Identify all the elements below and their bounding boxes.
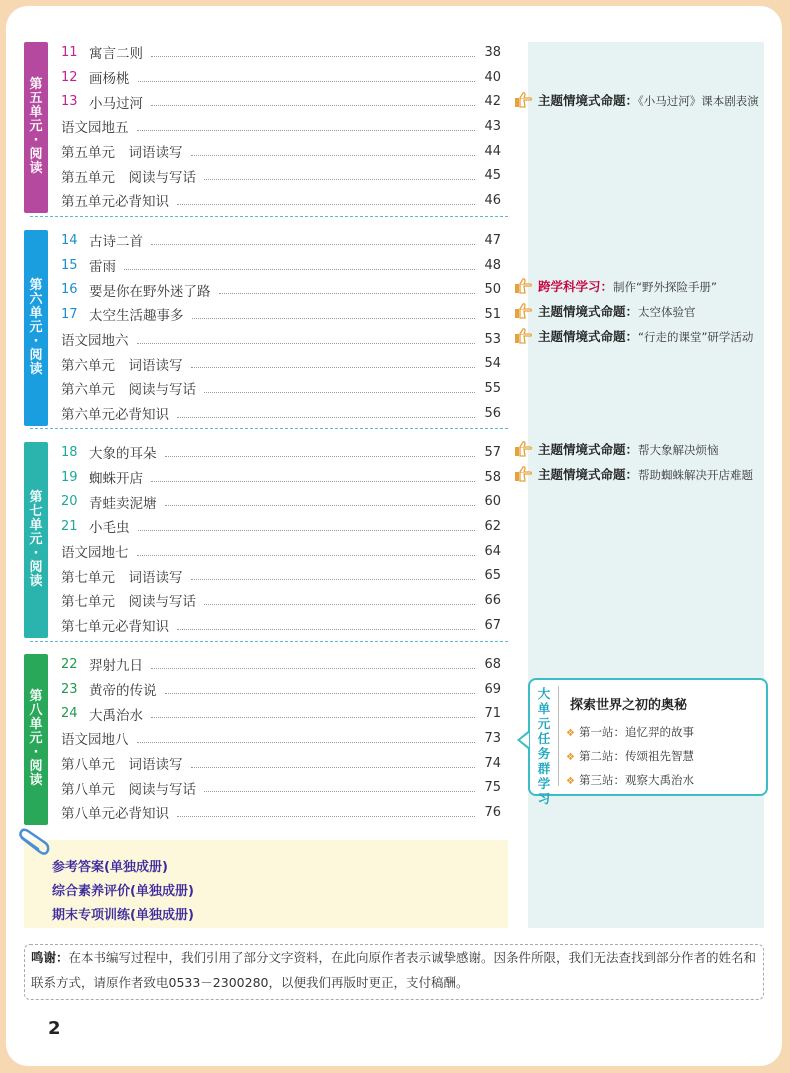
entry-page-number: 53 <box>484 331 501 347</box>
entry-page-number: 43 <box>484 118 501 134</box>
entry-page-number: 67 <box>484 617 501 633</box>
toc-entry[interactable] <box>61 163 501 188</box>
toc-entry[interactable] <box>61 401 501 426</box>
note-text: 《小马过河》课本剧表演 <box>638 94 759 108</box>
toc-entry[interactable] <box>61 277 501 302</box>
note-content <box>538 301 764 323</box>
unit-divider <box>30 641 508 642</box>
task-item <box>566 772 694 788</box>
lesson-number: 15 <box>61 257 78 273</box>
unit-entry-list <box>61 228 501 426</box>
note-content <box>538 276 764 298</box>
entry-title: 黄帝的传说 <box>89 679 161 699</box>
unit-entry-list <box>61 40 501 213</box>
entry-title: 小毛虫 <box>89 516 134 536</box>
pointing-hand-icon <box>514 328 532 344</box>
paperclip-icon <box>16 828 50 858</box>
lesson-number: 21 <box>61 518 78 534</box>
entry-title: 第五单元 阅读与写话 <box>61 166 200 186</box>
dot-leader <box>204 392 475 393</box>
theme-note <box>514 276 764 298</box>
unit-tab-char: · <box>33 133 39 149</box>
toc-entry[interactable] <box>61 539 501 564</box>
unit-divider <box>30 216 508 217</box>
entry-page-number: 47 <box>484 232 501 248</box>
entry-title: 语文园地七 <box>61 541 133 561</box>
toc-page <box>6 6 782 1066</box>
toc-entry[interactable] <box>61 800 501 825</box>
lesson-number: 13 <box>61 94 78 110</box>
toc-entry[interactable] <box>61 65 501 90</box>
entry-page-number: 44 <box>484 143 501 159</box>
entry-page-number: 50 <box>484 282 501 298</box>
toc-entry[interactable] <box>61 139 501 164</box>
task-divider-line <box>558 686 559 786</box>
toc-entry[interactable] <box>61 489 501 514</box>
dot-leader <box>151 105 475 106</box>
unit-tab-char: 元 <box>29 319 43 335</box>
acknowledgement-label: 鸣谢： <box>31 950 69 965</box>
entry-title: 第八单元 阅读与写话 <box>61 778 200 798</box>
note-text: 制作“野外探险手册” <box>613 280 717 294</box>
pointing-hand-icon <box>514 92 532 108</box>
entry-title: 第六单元 阅读与写话 <box>61 378 200 398</box>
theme-note <box>514 439 764 461</box>
task-item <box>566 724 694 740</box>
task-group-box <box>528 678 768 806</box>
entry-page-number: 76 <box>484 804 501 820</box>
entry-page-number: 65 <box>484 568 501 584</box>
diamond-icon: ❖ <box>566 728 575 739</box>
entry-page-number: 62 <box>484 518 501 534</box>
lesson-number: 18 <box>61 444 78 460</box>
entry-page-number: 74 <box>484 755 501 771</box>
unit-side-tab <box>24 230 48 426</box>
unit-divider <box>30 428 508 429</box>
task-side-char: 学 <box>537 776 551 791</box>
unit-tab-char: 阅 <box>29 559 43 575</box>
task-item-text: 第三站：观察大禹治水 <box>578 773 694 787</box>
entry-title: 羿射九日 <box>89 654 147 674</box>
entry-title: 语文园地八 <box>61 728 133 748</box>
toc-entry[interactable] <box>61 563 501 588</box>
unit-entry-list <box>61 652 501 825</box>
entry-page-number: 71 <box>484 706 501 722</box>
lesson-number: 11 <box>61 44 78 60</box>
toc-entry[interactable] <box>61 440 501 465</box>
unit-tab-char: 第 <box>29 489 43 505</box>
dot-leader <box>165 693 476 694</box>
toc-entry[interactable] <box>61 701 501 726</box>
dot-leader <box>177 417 475 418</box>
entry-page-number: 66 <box>484 592 501 608</box>
dot-leader <box>219 293 476 294</box>
note-text: 帮大象解决烦恼 <box>638 443 719 457</box>
note-text: 太空体验官 <box>638 305 696 319</box>
entry-title: 蜘蛛开店 <box>89 467 147 487</box>
dot-leader <box>191 367 476 368</box>
entry-title: 要是你在野外迷了路 <box>89 280 215 300</box>
entry-page-number: 45 <box>484 168 501 184</box>
entry-title: 语文园地五 <box>61 116 133 136</box>
toc-entry[interactable] <box>61 40 501 65</box>
lesson-number: 24 <box>61 706 78 722</box>
unit-tab-char: 第 <box>29 277 43 293</box>
entry-title: 太空生活趣事多 <box>89 304 188 324</box>
unit-tab-char: 单 <box>29 517 43 533</box>
unit-tab-char: 第 <box>29 77 43 93</box>
dot-leader <box>137 130 476 131</box>
pointing-hand-icon <box>514 303 532 319</box>
dot-leader <box>151 668 475 669</box>
unit-tab-char: 单 <box>29 305 43 321</box>
dot-leader <box>138 81 476 82</box>
note-text: 帮助蜘蛛解决开店难题 <box>638 468 754 482</box>
task-side-char: 元 <box>537 716 551 731</box>
entry-title: 青蛙卖泥塘 <box>89 492 161 512</box>
lesson-number: 12 <box>61 69 78 85</box>
entry-title: 第六单元 词语读写 <box>61 354 187 374</box>
entry-page-number: 58 <box>484 469 501 485</box>
answers-item: 参考答案(单独成册) <box>52 860 168 875</box>
entry-page-number: 56 <box>484 405 501 421</box>
task-item-text: 第二站：传颂祖先智慧 <box>578 749 694 763</box>
lesson-number: 19 <box>61 469 78 485</box>
toc-entry[interactable] <box>61 114 501 139</box>
dot-leader <box>151 717 475 718</box>
toc-entry[interactable] <box>61 588 501 613</box>
dot-leader <box>137 343 476 344</box>
answers-box <box>24 840 508 928</box>
note-content <box>538 326 764 348</box>
entry-title: 寓言二则 <box>89 42 147 62</box>
entry-page-number: 51 <box>484 306 501 322</box>
unit-side-tab <box>24 654 48 825</box>
entry-title: 第五单元 词语读写 <box>61 141 187 161</box>
unit-tab-char: 阅 <box>29 147 43 163</box>
page-number: 2 <box>48 1018 61 1039</box>
diamond-icon: ❖ <box>566 776 575 787</box>
task-side-char: 习 <box>537 791 551 806</box>
entry-title: 第八单元必背知识 <box>61 802 173 822</box>
unit-side-tab <box>24 442 48 638</box>
entry-page-number: 38 <box>484 44 501 60</box>
theme-note <box>514 464 764 486</box>
task-item <box>566 748 694 764</box>
dot-leader <box>137 742 476 743</box>
lesson-number: 17 <box>61 306 78 322</box>
dot-leader <box>138 530 476 531</box>
entry-title: 雷雨 <box>89 255 120 275</box>
entry-title: 第五单元必背知识 <box>61 190 173 210</box>
dot-leader <box>151 56 475 57</box>
unit-tab-char: 五 <box>29 91 43 107</box>
entry-page-number: 75 <box>484 780 501 796</box>
answers-item: 期末专项训练(单独成册) <box>52 908 194 923</box>
entry-title: 大象的耳朵 <box>89 442 161 462</box>
toc-entry[interactable] <box>61 775 501 800</box>
entry-page-number: 57 <box>484 444 501 460</box>
toc-entry[interactable] <box>61 302 501 327</box>
unit-tab-char: 元 <box>29 531 43 547</box>
pointing-hand-icon <box>514 441 532 457</box>
unit-tab-char: 单 <box>29 105 43 121</box>
task-item-text: 第一站：追忆羿的故事 <box>578 725 694 739</box>
entry-page-number: 73 <box>484 730 501 746</box>
diamond-icon: ❖ <box>566 752 575 763</box>
dot-leader <box>165 505 476 506</box>
dot-leader <box>165 456 476 457</box>
entry-page-number: 54 <box>484 356 501 372</box>
entry-page-number: 40 <box>484 69 501 85</box>
unit-tab-char: 读 <box>29 361 43 377</box>
unit-tab-char: 第 <box>29 689 43 705</box>
lesson-number: 16 <box>61 282 78 298</box>
note-content <box>538 439 764 461</box>
unit-tab-char: 读 <box>29 573 43 589</box>
note-label: 主题情境式命题： <box>538 304 639 319</box>
unit-tab-char: 八 <box>29 703 43 719</box>
entry-title: 第七单元 词语读写 <box>61 566 187 586</box>
dot-leader <box>191 155 476 156</box>
note-label: 主题情境式命题： <box>538 442 639 457</box>
entry-page-number: 42 <box>484 94 501 110</box>
toc-entry[interactable] <box>61 228 501 253</box>
toc-entry[interactable] <box>61 89 501 114</box>
toc-entry[interactable] <box>61 465 501 490</box>
unit-entry-list <box>61 440 501 638</box>
task-side-char: 单 <box>537 701 551 716</box>
note-label: 主题情境式命题： <box>538 93 639 108</box>
task-side-char: 大 <box>537 686 551 701</box>
lesson-number: 23 <box>61 681 78 697</box>
entry-title: 小马过河 <box>89 92 147 112</box>
entry-page-number: 68 <box>484 656 501 672</box>
toc-entry[interactable] <box>61 514 501 539</box>
note-label: 跨学科学习： <box>538 279 614 294</box>
note-label: 主题情境式命题： <box>538 467 639 482</box>
dot-leader <box>192 318 476 319</box>
toc-entry[interactable] <box>61 751 501 776</box>
acknowledgement <box>24 944 764 1000</box>
entry-page-number: 48 <box>484 257 501 273</box>
entry-title: 第六单元必背知识 <box>61 403 173 423</box>
dot-leader <box>204 179 475 180</box>
task-side-char: 群 <box>537 761 551 776</box>
theme-note <box>514 90 764 112</box>
theme-note <box>514 301 764 323</box>
entry-page-number: 55 <box>484 380 501 396</box>
task-pointer-inner <box>520 733 529 747</box>
note-label: 主题情境式命题： <box>538 329 639 344</box>
task-side-char: 任 <box>537 731 551 746</box>
entry-title: 第七单元 阅读与写话 <box>61 590 200 610</box>
note-content <box>538 464 764 486</box>
dot-leader <box>204 604 475 605</box>
dot-leader <box>191 767 476 768</box>
unit-tab-char: 六 <box>29 291 43 307</box>
unit-tab-char: 单 <box>29 717 43 733</box>
pointing-hand-icon <box>514 466 532 482</box>
toc-entry[interactable] <box>61 327 501 352</box>
toc-entry[interactable] <box>61 188 501 213</box>
dot-leader <box>177 816 475 817</box>
answers-item: 综合素养评价(单独成册) <box>52 884 194 899</box>
dot-leader <box>151 244 475 245</box>
entry-title: 第八单元 词语读写 <box>61 753 187 773</box>
toc-entry[interactable] <box>61 253 501 278</box>
theme-note <box>514 326 764 348</box>
dot-leader <box>177 204 475 205</box>
entry-page-number: 60 <box>484 494 501 510</box>
unit-tab-char: · <box>33 745 39 761</box>
unit-tab-char: 元 <box>29 119 43 135</box>
pointing-hand-icon <box>514 278 532 294</box>
task-group-title: 探索世界之初的奥秘 <box>570 698 688 713</box>
lesson-number: 14 <box>61 232 78 248</box>
entry-page-number: 64 <box>484 543 501 559</box>
unit-tab-char: 读 <box>29 161 43 177</box>
unit-tab-char: · <box>33 333 39 349</box>
dot-leader <box>137 555 476 556</box>
dot-leader <box>191 579 476 580</box>
note-content <box>538 90 764 112</box>
unit-tab-char: 七 <box>29 503 43 519</box>
note-text: “行走的课堂”研学活动 <box>638 330 754 344</box>
lesson-number: 20 <box>61 494 78 510</box>
dot-leader <box>124 269 475 270</box>
entry-page-number: 46 <box>484 192 501 208</box>
entry-title: 古诗二首 <box>89 230 147 250</box>
entry-title: 第七单元必背知识 <box>61 615 173 635</box>
entry-title: 语文园地六 <box>61 329 133 349</box>
toc-entry[interactable] <box>61 652 501 677</box>
task-group-side-label <box>536 686 552 806</box>
toc-entry[interactable] <box>61 726 501 751</box>
toc-entry[interactable] <box>61 677 501 702</box>
entry-title: 大禹治水 <box>89 704 147 724</box>
task-side-char: 务 <box>537 746 551 761</box>
unit-tab-char: · <box>33 545 39 561</box>
unit-tab-char: 读 <box>29 773 43 789</box>
unit-side-tab <box>24 42 48 213</box>
dot-leader <box>204 791 475 792</box>
toc-entry[interactable] <box>61 376 501 401</box>
dot-leader <box>151 481 475 482</box>
dot-leader <box>177 629 475 630</box>
entry-title: 画杨桃 <box>89 67 134 87</box>
entry-page-number: 69 <box>484 681 501 697</box>
unit-tab-char: 阅 <box>29 759 43 775</box>
acknowledgement-text: 在本书编写过程中，我们引用了部分文字资料，在此向原作者表示诚挚感谢。因条件所限，我们无法查找到部分作者的姓名和联系方式，请原作者致电0533－2300280，以便我们再版时更正，支付稿酬。 <box>31 950 757 990</box>
unit-tab-char: 元 <box>29 731 43 747</box>
toc-entry[interactable] <box>61 613 501 638</box>
lesson-number: 22 <box>61 656 78 672</box>
toc-entry[interactable] <box>61 351 501 376</box>
unit-tab-char: 阅 <box>29 347 43 363</box>
